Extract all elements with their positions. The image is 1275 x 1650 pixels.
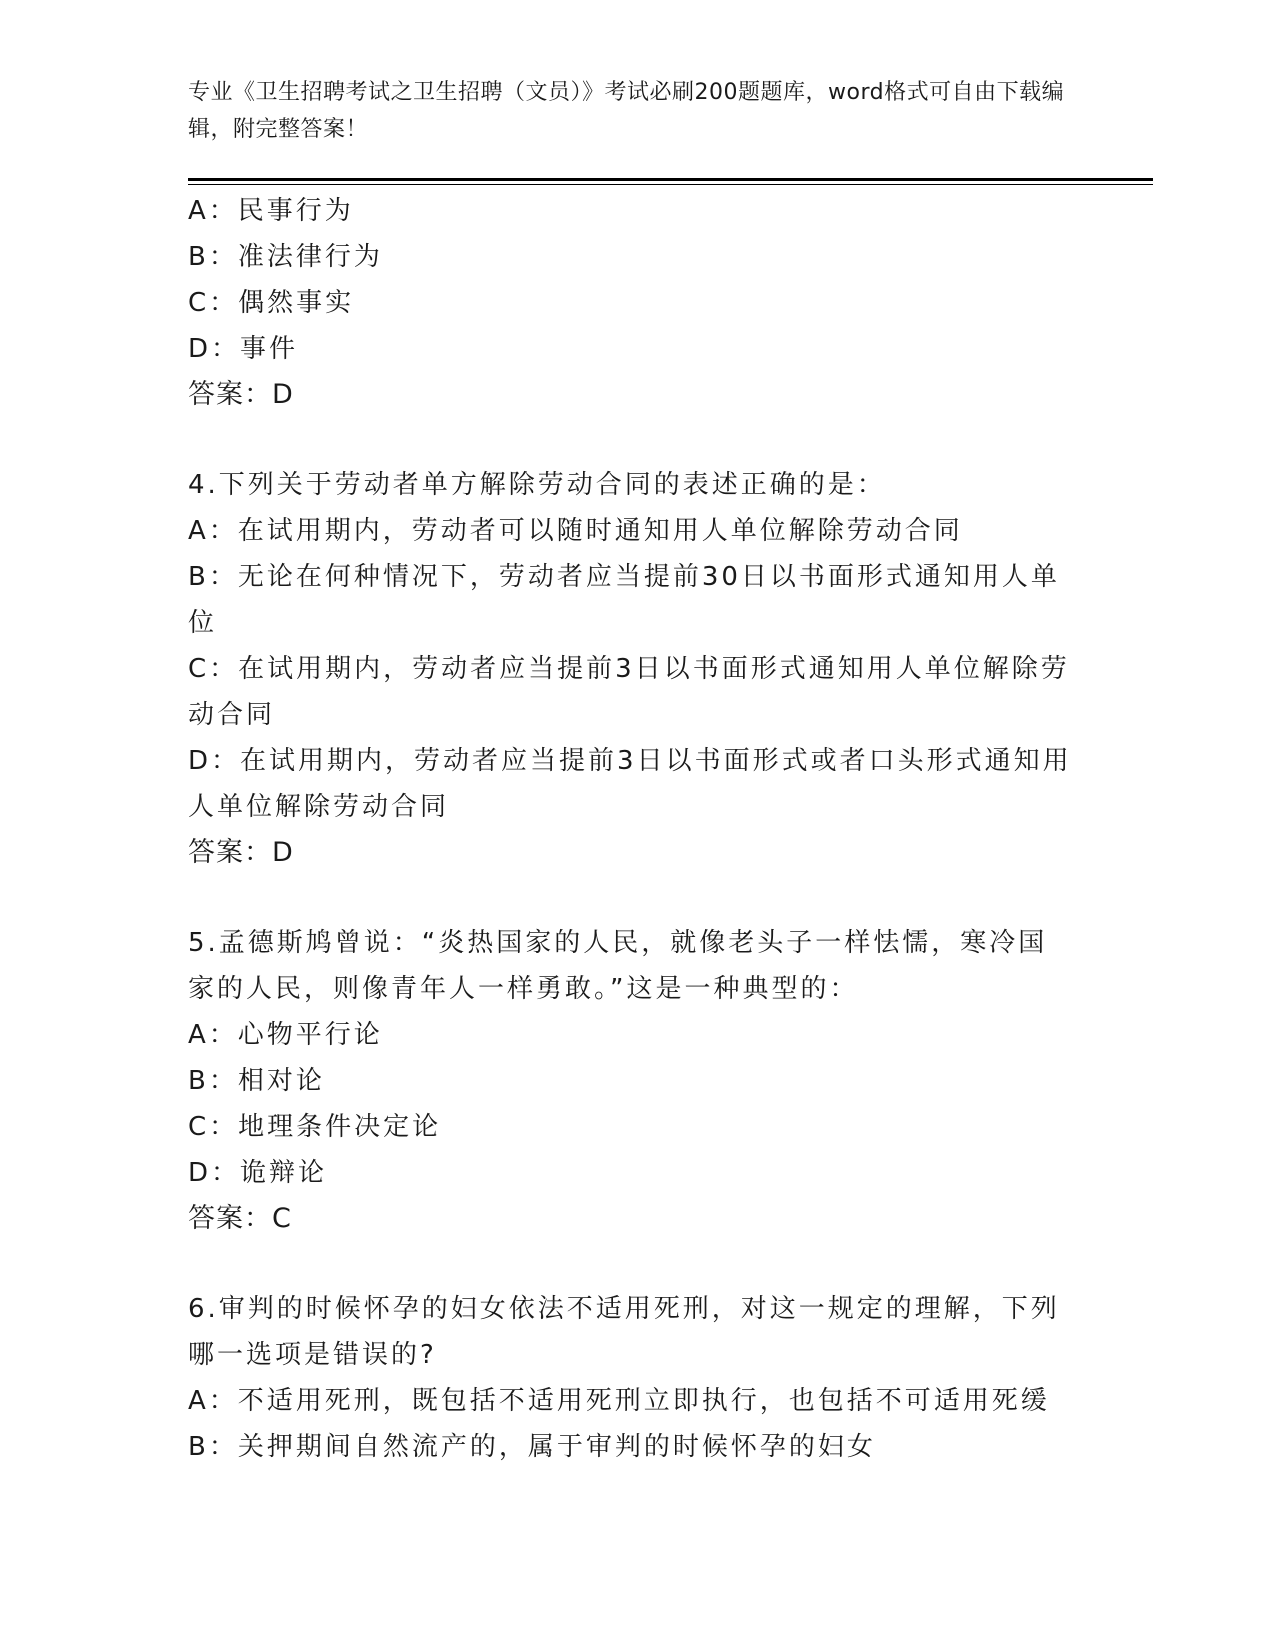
- question-stem-continued: 哪一选项是错误的?: [188, 1340, 437, 1370]
- block-spacer: [188, 876, 1088, 920]
- document-header: 专业《卫生招聘考试之卫生招聘（文员）》考试必刷200题题库，word格式可自由下载编辑，附完整答案！: [188, 80, 1065, 142]
- answer-line: 答案：C: [188, 1203, 292, 1234]
- option-line-continued: 位: [188, 608, 218, 638]
- option-line: D：诡辩论: [188, 1158, 328, 1188]
- block-spacer: [188, 1242, 1088, 1286]
- question-stem: 6.审判的时候怀孕的妇女依法不适用死刑，对这一规定的理解，下列: [188, 1294, 1060, 1324]
- question-block: [188, 462, 1088, 876]
- question-stem: 4.下列关于劳动者单方解除劳动合同的表述正确的是：: [188, 470, 886, 500]
- option-line: D：在试用期内，劳动者应当提前3日以书面形式或者口头形式通知用: [188, 746, 1072, 776]
- option-line: B：关押期间自然流产的，属于审判的时候怀孕的妇女: [188, 1432, 876, 1462]
- option-line: D：事件: [188, 334, 299, 364]
- option-line: A：民事行为: [188, 196, 354, 226]
- question-block: [188, 188, 1088, 418]
- option-line: B：无论在何种情况下，劳动者应当提前30日以书面形式通知用人单: [188, 562, 1060, 592]
- option-line: B：准法律行为: [188, 242, 383, 272]
- question-content: [188, 188, 1088, 1470]
- option-line: B：相对论: [188, 1066, 325, 1096]
- answer-line: 答案：D: [188, 837, 294, 868]
- question-stem: 5.孟德斯鸠曾说：“炎热国家的人民，就像老头子一样怯懦，寒冷国: [188, 928, 1048, 958]
- question-block: [188, 1286, 1088, 1470]
- option-line: A：心物平行论: [188, 1020, 383, 1050]
- header-divider-thick: [188, 178, 1153, 181]
- option-line-continued: 动合同: [188, 700, 276, 730]
- header-divider-thin: [188, 184, 1153, 185]
- block-spacer: [188, 418, 1088, 462]
- option-line-continued: 人单位解除劳动合同: [188, 792, 450, 822]
- option-line: C：在试用期内，劳动者应当提前3日以书面形式通知用人单位解除劳: [188, 654, 1070, 684]
- option-line: A：不适用死刑，既包括不适用死刑立即执行，也包括不可适用死缓: [188, 1386, 1050, 1416]
- question-block: [188, 920, 1088, 1242]
- question-stem-continued: 家的人民，则像青年人一样勇敢。”这是一种典型的：: [188, 974, 859, 1004]
- option-line: A：在试用期内，劳动者可以随时通知用人单位解除劳动合同: [188, 516, 963, 546]
- option-line: C：偶然事实: [188, 288, 355, 318]
- answer-line: 答案：D: [188, 379, 294, 410]
- option-line: C：地理条件决定论: [188, 1112, 442, 1142]
